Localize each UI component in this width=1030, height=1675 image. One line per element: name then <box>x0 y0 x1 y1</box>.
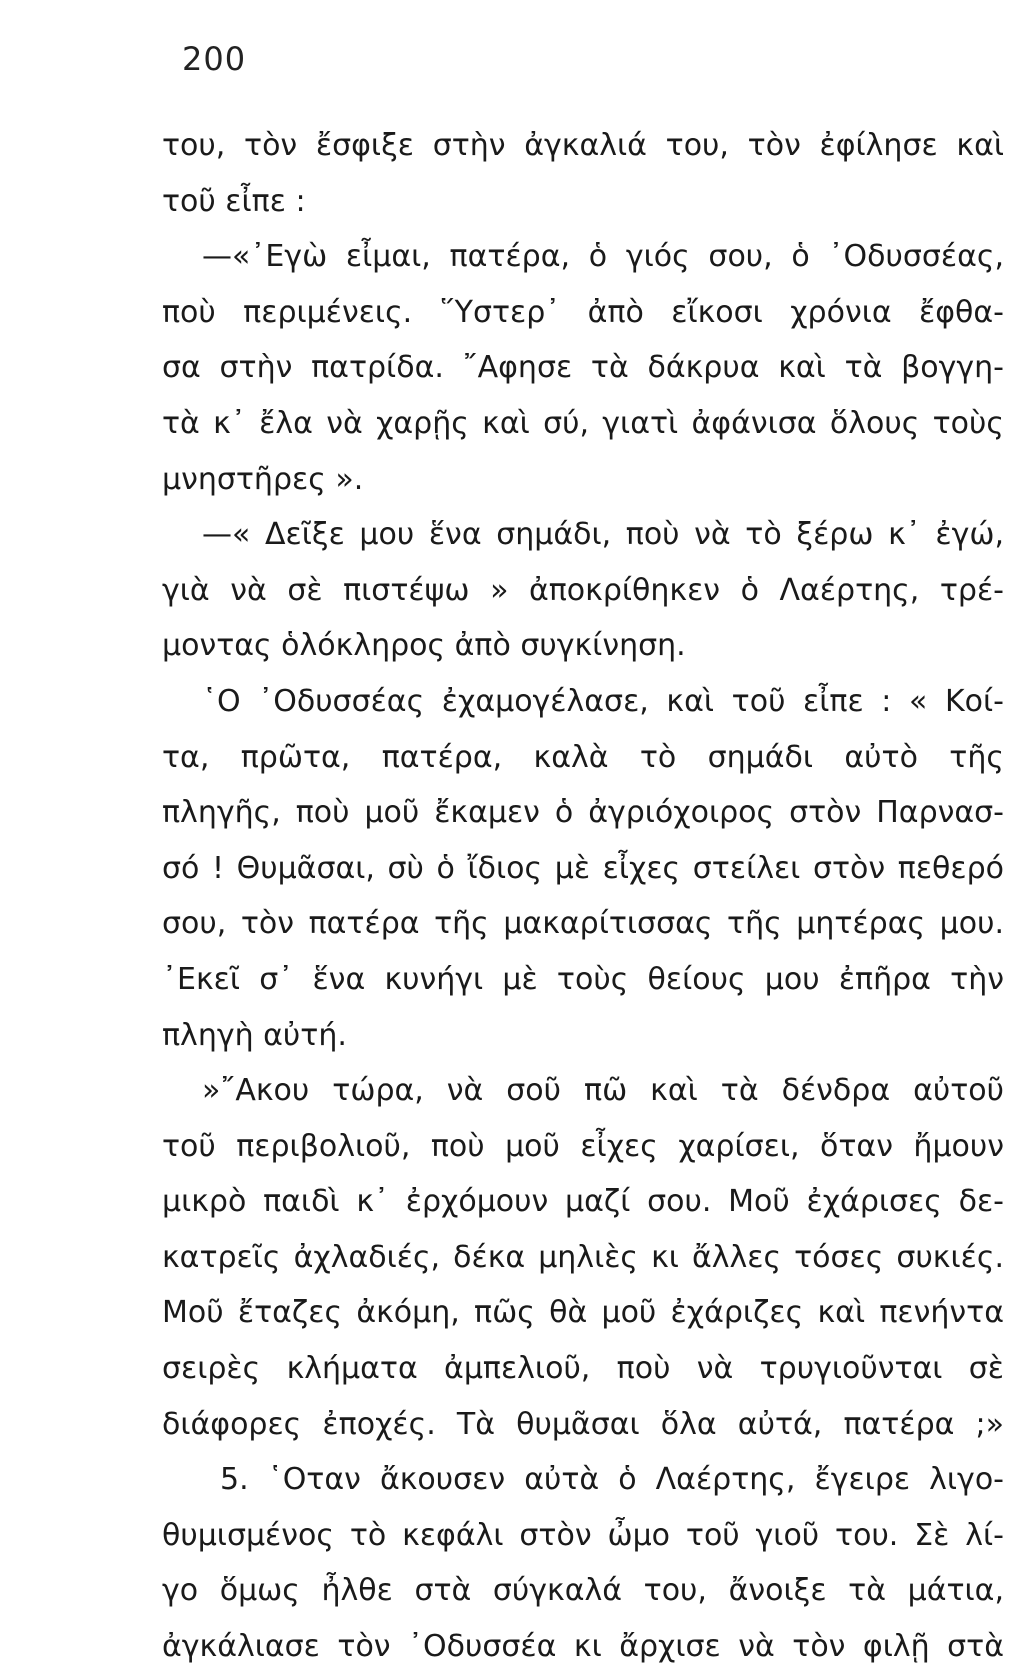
text-line: σα στὴν πατρίδα. ῎Αφησε τὰ δάκρυα καὶ τὰ βογγη- <box>162 350 1004 386</box>
text-line: γιὰ νὰ σὲ πιστέψω » ἀποκρίθηκεν ὁ Λαέρτης, τρέ- <box>162 572 1004 608</box>
text-line: του, τὸν ἔσφιξε στὴν ἀγκαλιά του, τὸν ἐφίλησε καὶ <box>162 128 1004 163</box>
body-text <box>162 118 1004 1675</box>
text-line: Μοῦ ἔταζες ἀκόμη, πῶς θὰ μοῦ ἐχάριζες καὶ πενήντα <box>162 1295 1004 1331</box>
text-line: σό ! Θυμᾶσαι, σὺ ὁ ἴδιος μὲ εἶχες στείλει στὸν πεθερό <box>162 850 1004 886</box>
text-line: τα, πρῶτα, πατέρα, καλὰ τὸ σημάδι αὐτὸ τῆς <box>162 739 1004 775</box>
text-line: 5. ῾Οταν ἄκουσεν αὐτὰ ὁ Λαέρτης, ἔγειρε λιγο- <box>220 1462 1004 1498</box>
text-line: κατρεῖς ἀχλαδιές, δέκα μηλιὲς κι ἄλλες τόσες συκιές. <box>162 1239 1004 1275</box>
text-line: »῎Ακου τώρα, νὰ σοῦ πῶ καὶ τὰ δένδρα αὐτοῦ <box>202 1073 1004 1109</box>
text-line: ᾽Εκεῖ σ᾽ ἕνα κυνήγι μὲ τοὺς θείους μου ἐπῆρα τὴν <box>162 961 1004 997</box>
text-line: διάφορες ἐποχές. Τὰ θυμᾶσαι ὅλα αὐτά, πατέρα ;» <box>162 1406 1004 1442</box>
text-line: ῾Ο ᾽Οδυσσέας ἐχαμογέλασε, καὶ τοῦ εἶπε : « Κοί- <box>202 683 1004 719</box>
text-line: —« Δεῖξε μου ἕνα σημάδι, ποὺ νὰ τὸ ξέρω κ᾽ ἐγώ, <box>202 517 1004 553</box>
text-line: θυμισμένος τὸ κεφάλι στὸν ὦμο τοῦ γιοῦ του. Σὲ λί- <box>162 1517 1004 1553</box>
text-line: μικρὸ παιδὶ κ᾽ ἐρχόμουν μαζί σου. Μοῦ ἐχάρισες δε- <box>162 1184 1004 1220</box>
text-line: ἀγκάλιασε τὸν ᾽Οδυσσέα κι ἄρχισε νὰ τὸν φιλῇ στὰ <box>162 1629 1004 1665</box>
text-line: μοντας ὁλόκληρος ἀπὸ συγκίνηση. <box>162 628 686 664</box>
text-line: ποὺ περιμένεις. ῞Υστερ᾽ ἀπὸ εἴκοσι χρόνια ἔφθα- <box>162 294 1004 330</box>
text-line: τὰ κ᾽ ἔλα νὰ χαρῇς καὶ σύ, γιατὶ ἀφάνισα ὅλους τοὺς <box>162 405 1004 441</box>
text-line: τοῦ περιβολιοῦ, ποὺ μοῦ εἶχες χαρίσει, ὅταν ἤμουν <box>162 1128 1004 1164</box>
text-line: σου, τὸν πατέρα τῆς μακαρίτισσας τῆς μητέρας μου. <box>162 906 1004 942</box>
page-number: 200 <box>182 40 247 78</box>
text-line: τοῦ εἶπε : <box>162 183 306 219</box>
text-line: —«᾽Εγὼ εἶμαι, πατέρα, ὁ γιός σου, ὁ ᾽Οδυσσέας, <box>202 239 1004 275</box>
text-line: πληγῆς, ποὺ μοῦ ἔκαμεν ὁ ἀγριόχοιρος στὸν Παρνασ- <box>162 795 1004 831</box>
text-line: γο ὅμως ἦλθε στὰ σύγκαλά του, ἄνοιξε τὰ μάτια, <box>162 1573 1004 1609</box>
text-line: πληγὴ αὐτή. <box>162 1017 347 1053</box>
text-line: σειρὲς κλήματα ἀμπελιοῦ, ποὺ νὰ τρυγιοῦνται σὲ <box>162 1351 1004 1387</box>
text-line: μνηστῆρες ». <box>162 461 364 497</box>
